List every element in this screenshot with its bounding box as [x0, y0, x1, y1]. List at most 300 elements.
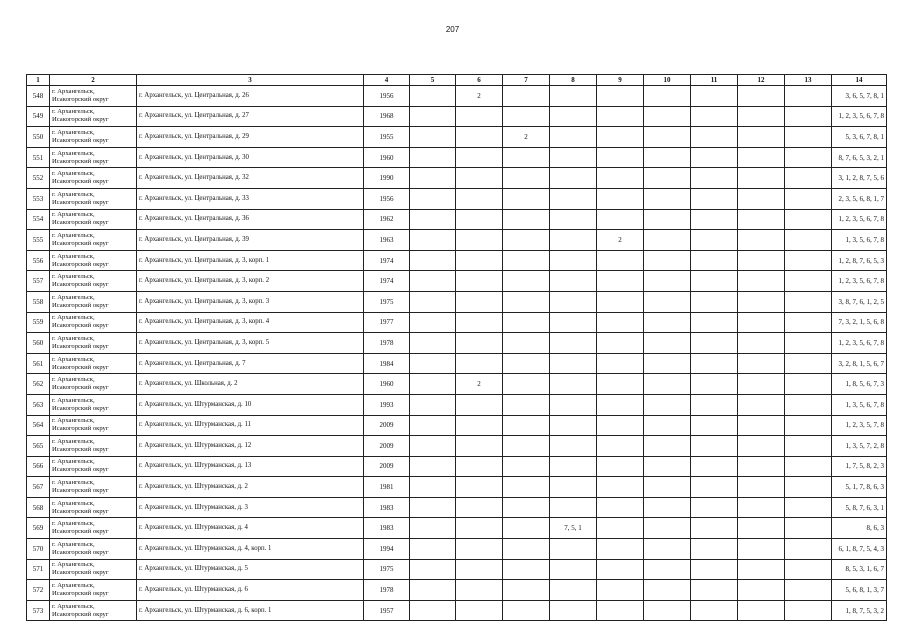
col5-cell	[410, 127, 456, 148]
col10-cell	[644, 394, 691, 415]
col8-cell	[550, 188, 597, 209]
col9-cell	[597, 497, 644, 518]
col9-cell	[597, 539, 644, 560]
col12-cell	[738, 539, 785, 560]
col13-cell	[785, 106, 832, 127]
col6-cell	[456, 353, 503, 374]
col9-cell	[597, 477, 644, 498]
col10-cell	[644, 188, 691, 209]
col11-cell	[691, 580, 738, 601]
col12-cell	[738, 559, 785, 580]
col12-cell	[738, 312, 785, 333]
year-cell: 1983	[364, 518, 410, 539]
col10-cell	[644, 559, 691, 580]
col12-cell	[738, 600, 785, 621]
col12-cell	[738, 374, 785, 395]
column-header-7: 7	[503, 75, 550, 86]
col10-cell	[644, 497, 691, 518]
work-types-cell: 1, 8, 7, 5, 3, 2	[832, 600, 887, 621]
table-row	[27, 271, 887, 292]
column-header-6: 6	[456, 75, 503, 86]
municipality-cell: г. Архангельск, Исакогорский округ	[50, 250, 137, 271]
col5-cell	[410, 456, 456, 477]
municipality-cell: г. Архангельск, Исакогорский округ	[50, 559, 137, 580]
municipality-cell: г. Архангельск, Исакогорский округ	[50, 539, 137, 560]
col13-cell	[785, 456, 832, 477]
table-row	[27, 168, 887, 189]
address-cell: г. Архангельск, ул. Штурманская, д. 6, корп. 1	[137, 600, 364, 621]
col11-cell	[691, 271, 738, 292]
year-cell: 1974	[364, 271, 410, 292]
col8-cell	[550, 291, 597, 312]
table-row	[27, 600, 887, 621]
municipality-cell: г. Архангельск, Исакогорский округ	[50, 312, 137, 333]
col5-cell	[410, 209, 456, 230]
table-row	[27, 580, 887, 601]
table-header	[27, 75, 887, 86]
column-header-2: 2	[50, 75, 137, 86]
col8-cell: 7, 5, 1	[550, 518, 597, 539]
table-row	[27, 539, 887, 560]
column-header-4: 4	[364, 75, 410, 86]
year-cell: 1977	[364, 312, 410, 333]
year-cell: 1983	[364, 497, 410, 518]
work-types-cell: 1, 3, 5, 6, 7, 8	[832, 230, 887, 251]
col8-cell	[550, 230, 597, 251]
col12-cell	[738, 580, 785, 601]
col6-cell	[456, 415, 503, 436]
year-cell: 2009	[364, 436, 410, 457]
col13-cell	[785, 580, 832, 601]
row-number: 558	[27, 291, 50, 312]
work-types-cell: 1, 2, 3, 5, 6, 7, 8	[832, 106, 887, 127]
col8-cell	[550, 312, 597, 333]
col12-cell	[738, 436, 785, 457]
col9-cell	[597, 580, 644, 601]
column-header-12: 12	[738, 75, 785, 86]
address-cell: г. Архангельск, ул. Штурманская, д. 6	[137, 580, 364, 601]
address-cell: г. Архангельск, ул. Центральная, д. 39	[137, 230, 364, 251]
col10-cell	[644, 374, 691, 395]
col7-cell	[503, 600, 550, 621]
year-cell: 1994	[364, 539, 410, 560]
work-types-cell: 5, 1, 7, 8, 6, 3	[832, 477, 887, 498]
year-cell: 1990	[364, 168, 410, 189]
col10-cell	[644, 312, 691, 333]
col11-cell	[691, 106, 738, 127]
row-number: 562	[27, 374, 50, 395]
address-cell: г. Архангельск, ул. Штурманская, д. 12	[137, 436, 364, 457]
work-types-cell: 8, 7, 6, 5, 3, 2, 1	[832, 147, 887, 168]
year-cell: 1981	[364, 477, 410, 498]
col13-cell	[785, 353, 832, 374]
work-types-cell: 1, 8, 5, 6, 7, 3	[832, 374, 887, 395]
address-cell: г. Архангельск, ул. Центральная, д. 3, корп. 4	[137, 312, 364, 333]
col10-cell	[644, 415, 691, 436]
col9-cell	[597, 147, 644, 168]
col6-cell	[456, 580, 503, 601]
col5-cell	[410, 394, 456, 415]
col5-cell	[410, 250, 456, 271]
address-cell: г. Архангельск, ул. Штурманская, д. 10	[137, 394, 364, 415]
col9-cell	[597, 312, 644, 333]
col13-cell	[785, 497, 832, 518]
row-number: 559	[27, 312, 50, 333]
col7-cell	[503, 456, 550, 477]
municipality-cell: г. Архангельск, Исакогорский округ	[50, 333, 137, 354]
municipality-cell: г. Архангельск, Исакогорский округ	[50, 374, 137, 395]
col10-cell	[644, 333, 691, 354]
col5-cell	[410, 106, 456, 127]
municipality-cell: г. Архангельск, Исакогорский округ	[50, 86, 137, 107]
municipality-cell: г. Архангельск, Исакогорский округ	[50, 271, 137, 292]
row-number: 561	[27, 353, 50, 374]
year-cell: 1968	[364, 106, 410, 127]
col10-cell	[644, 106, 691, 127]
address-cell: г. Архангельск, ул. Центральная, д. 3, корп. 2	[137, 271, 364, 292]
col7-cell	[503, 394, 550, 415]
col11-cell	[691, 230, 738, 251]
col5-cell	[410, 436, 456, 457]
municipality-cell: г. Архангельск, Исакогорский округ	[50, 456, 137, 477]
col7-cell	[503, 312, 550, 333]
row-number: 571	[27, 559, 50, 580]
col7-cell	[503, 86, 550, 107]
col6-cell: 2	[456, 86, 503, 107]
col9-cell	[597, 600, 644, 621]
column-header-13: 13	[785, 75, 832, 86]
col5-cell	[410, 271, 456, 292]
col6-cell	[456, 600, 503, 621]
col8-cell	[550, 580, 597, 601]
address-cell: г. Архангельск, ул. Центральная, д. 3, корп. 5	[137, 333, 364, 354]
address-cell: г. Архангельск, ул. Штурманская, д. 4	[137, 518, 364, 539]
header-row	[27, 75, 887, 86]
row-number: 551	[27, 147, 50, 168]
col8-cell	[550, 106, 597, 127]
col12-cell	[738, 230, 785, 251]
municipality-cell: г. Архангельск, Исакогорский округ	[50, 600, 137, 621]
col9-cell	[597, 436, 644, 457]
work-types-cell: 1, 2, 3, 5, 6, 7, 8	[832, 333, 887, 354]
col11-cell	[691, 559, 738, 580]
col11-cell	[691, 333, 738, 354]
col10-cell	[644, 271, 691, 292]
table-row	[27, 415, 887, 436]
col11-cell	[691, 86, 738, 107]
col11-cell	[691, 312, 738, 333]
address-cell: г. Архангельск, ул. Штурманская, д. 4, корп. 1	[137, 539, 364, 560]
work-types-cell: 5, 6, 8, 1, 3, 7	[832, 580, 887, 601]
col9-cell	[597, 518, 644, 539]
col5-cell	[410, 188, 456, 209]
year-cell: 1962	[364, 209, 410, 230]
column-header-9: 9	[597, 75, 644, 86]
work-types-cell: 8, 6, 3	[832, 518, 887, 539]
col5-cell	[410, 374, 456, 395]
col12-cell	[738, 271, 785, 292]
col5-cell	[410, 312, 456, 333]
col8-cell	[550, 209, 597, 230]
col6-cell	[456, 312, 503, 333]
work-types-cell: 7, 3, 2, 1, 5, 6, 8	[832, 312, 887, 333]
year-cell: 1978	[364, 580, 410, 601]
col7-cell	[503, 539, 550, 560]
row-number: 567	[27, 477, 50, 498]
table-row	[27, 188, 887, 209]
table-row	[27, 86, 887, 107]
col6-cell	[456, 188, 503, 209]
col11-cell	[691, 168, 738, 189]
col10-cell	[644, 230, 691, 251]
col10-cell	[644, 250, 691, 271]
col7-cell	[503, 333, 550, 354]
col13-cell	[785, 147, 832, 168]
row-number: 563	[27, 394, 50, 415]
col5-cell	[410, 477, 456, 498]
col9-cell	[597, 394, 644, 415]
column-header-1: 1	[27, 75, 50, 86]
row-number: 566	[27, 456, 50, 477]
col6-cell	[456, 497, 503, 518]
col7-cell	[503, 291, 550, 312]
col12-cell	[738, 353, 785, 374]
col7-cell	[503, 353, 550, 374]
address-cell: г. Архангельск, ул. Центральная, д. 3, корп. 1	[137, 250, 364, 271]
municipality-cell: г. Архангельск, Исакогорский округ	[50, 209, 137, 230]
col11-cell	[691, 394, 738, 415]
municipality-cell: г. Архангельск, Исакогорский округ	[50, 580, 137, 601]
address-cell: г. Архангельск, ул. Штурманская, д. 3	[137, 497, 364, 518]
col11-cell	[691, 291, 738, 312]
col11-cell	[691, 250, 738, 271]
work-types-cell: 1, 3, 5, 7, 2, 8	[832, 436, 887, 457]
col10-cell	[644, 353, 691, 374]
col9-cell	[597, 250, 644, 271]
col8-cell	[550, 415, 597, 436]
municipality-cell: г. Архангельск, Исакогорский округ	[50, 518, 137, 539]
col12-cell	[738, 106, 785, 127]
col12-cell	[738, 333, 785, 354]
row-number: 560	[27, 333, 50, 354]
col9-cell	[597, 168, 644, 189]
col9-cell	[597, 374, 644, 395]
work-types-cell: 5, 8, 7, 6, 3, 1	[832, 497, 887, 518]
year-cell: 1957	[364, 600, 410, 621]
work-types-cell: 2, 3, 5, 6, 8, 1, 7	[832, 188, 887, 209]
col13-cell	[785, 559, 832, 580]
col12-cell	[738, 209, 785, 230]
row-number: 569	[27, 518, 50, 539]
work-types-cell: 3, 8, 7, 6, 1, 2, 5	[832, 291, 887, 312]
col9-cell	[597, 188, 644, 209]
year-cell: 1975	[364, 291, 410, 312]
col10-cell	[644, 168, 691, 189]
col8-cell	[550, 394, 597, 415]
col9-cell	[597, 209, 644, 230]
row-number: 572	[27, 580, 50, 601]
col5-cell	[410, 497, 456, 518]
col6-cell	[456, 209, 503, 230]
row-number: 555	[27, 230, 50, 251]
column-header-8: 8	[550, 75, 597, 86]
table-body	[27, 86, 887, 621]
municipality-cell: г. Архангельск, Исакогорский округ	[50, 147, 137, 168]
col5-cell	[410, 147, 456, 168]
address-cell: г. Архангельск, ул. Штурманская, д. 13	[137, 456, 364, 477]
col6-cell	[456, 559, 503, 580]
row-number: 554	[27, 209, 50, 230]
municipality-cell: г. Архангельск, Исакогорский округ	[50, 230, 137, 251]
col6-cell	[456, 250, 503, 271]
table-row	[27, 353, 887, 374]
col9-cell: 2	[597, 230, 644, 251]
col10-cell	[644, 456, 691, 477]
column-header-14: 14	[832, 75, 887, 86]
col11-cell	[691, 209, 738, 230]
col5-cell	[410, 539, 456, 560]
work-types-cell: 3, 6, 5, 7, 8, 1	[832, 86, 887, 107]
col9-cell	[597, 333, 644, 354]
col8-cell	[550, 539, 597, 560]
col13-cell	[785, 291, 832, 312]
municipality-cell: г. Архангельск, Исакогорский округ	[50, 127, 137, 148]
col11-cell	[691, 600, 738, 621]
row-number: 552	[27, 168, 50, 189]
col13-cell	[785, 250, 832, 271]
col12-cell	[738, 188, 785, 209]
municipality-cell: г. Архангельск, Исакогорский округ	[50, 291, 137, 312]
table-row	[27, 291, 887, 312]
col7-cell	[503, 477, 550, 498]
address-cell: г. Архангельск, ул. Центральная, д. 36	[137, 209, 364, 230]
col8-cell	[550, 497, 597, 518]
col6-cell	[456, 106, 503, 127]
work-types-cell: 1, 3, 5, 6, 7, 8	[832, 394, 887, 415]
year-cell: 1978	[364, 333, 410, 354]
col10-cell	[644, 518, 691, 539]
row-number: 557	[27, 271, 50, 292]
work-types-cell: 1, 7, 5, 8, 2, 3	[832, 456, 887, 477]
col12-cell	[738, 168, 785, 189]
col13-cell	[785, 436, 832, 457]
table-row	[27, 127, 887, 148]
col9-cell	[597, 559, 644, 580]
col7-cell	[503, 106, 550, 127]
col11-cell	[691, 127, 738, 148]
col6-cell	[456, 518, 503, 539]
col8-cell	[550, 477, 597, 498]
municipality-cell: г. Архангельск, Исакогорский округ	[50, 353, 137, 374]
page-number: 207	[445, 25, 460, 34]
col12-cell	[738, 415, 785, 436]
col13-cell	[785, 477, 832, 498]
address-cell: г. Архангельск, ул. Школьная, д. 2	[137, 374, 364, 395]
year-cell: 1975	[364, 559, 410, 580]
address-cell: г. Архангельск, ул. Центральная, д. 7	[137, 353, 364, 374]
col9-cell	[597, 86, 644, 107]
col5-cell	[410, 580, 456, 601]
col7-cell	[503, 230, 550, 251]
address-cell: г. Архангельск, ул. Штурманская, д. 2	[137, 477, 364, 498]
col13-cell	[785, 86, 832, 107]
address-cell: г. Архангельск, ул. Центральная, д. 29	[137, 127, 364, 148]
row-number: 553	[27, 188, 50, 209]
col11-cell	[691, 477, 738, 498]
work-types-cell: 1, 2, 3, 5, 7, 8	[832, 415, 887, 436]
col9-cell	[597, 353, 644, 374]
year-cell: 1956	[364, 86, 410, 107]
address-cell: г. Архангельск, ул. Центральная, д. 30	[137, 147, 364, 168]
table-row	[27, 147, 887, 168]
col9-cell	[597, 127, 644, 148]
col11-cell	[691, 518, 738, 539]
col12-cell	[738, 518, 785, 539]
municipality-cell: г. Архангельск, Исакогорский округ	[50, 394, 137, 415]
col6-cell	[456, 436, 503, 457]
col8-cell	[550, 600, 597, 621]
column-header-10: 10	[644, 75, 691, 86]
col10-cell	[644, 209, 691, 230]
col8-cell	[550, 147, 597, 168]
address-cell: г. Архангельск, ул. Центральная, д. 3, корп. 3	[137, 291, 364, 312]
col5-cell	[410, 230, 456, 251]
col13-cell	[785, 127, 832, 148]
address-cell: г. Архангельск, ул. Штурманская, д. 11	[137, 415, 364, 436]
municipality-cell: г. Архангельск, Исакогорский округ	[50, 477, 137, 498]
table-row	[27, 250, 887, 271]
col12-cell	[738, 394, 785, 415]
work-types-cell: 1, 2, 3, 5, 6, 7, 8	[832, 209, 887, 230]
municipality-cell: г. Архангельск, Исакогорский округ	[50, 188, 137, 209]
table-row	[27, 518, 887, 539]
col12-cell	[738, 477, 785, 498]
col7-cell: 2	[503, 127, 550, 148]
row-number: 565	[27, 436, 50, 457]
col13-cell	[785, 600, 832, 621]
column-header-11: 11	[691, 75, 738, 86]
col13-cell	[785, 188, 832, 209]
col11-cell	[691, 436, 738, 457]
col6-cell	[456, 539, 503, 560]
table-row	[27, 497, 887, 518]
col10-cell	[644, 539, 691, 560]
col8-cell	[550, 250, 597, 271]
table-row	[27, 209, 887, 230]
work-types-cell: 3, 1, 2, 8, 7, 5, 6	[832, 168, 887, 189]
table-row	[27, 436, 887, 457]
col9-cell	[597, 415, 644, 436]
col7-cell	[503, 374, 550, 395]
col7-cell	[503, 580, 550, 601]
col10-cell	[644, 436, 691, 457]
col9-cell	[597, 456, 644, 477]
municipality-cell: г. Архангельск, Исакогорский округ	[50, 106, 137, 127]
table-row	[27, 477, 887, 498]
table-row	[27, 456, 887, 477]
column-header-5: 5	[410, 75, 456, 86]
col8-cell	[550, 86, 597, 107]
row-number: 573	[27, 600, 50, 621]
work-types-cell: 5, 3, 6, 7, 8, 1	[832, 127, 887, 148]
row-number: 556	[27, 250, 50, 271]
col5-cell	[410, 415, 456, 436]
col13-cell	[785, 333, 832, 354]
col12-cell	[738, 127, 785, 148]
municipality-cell: г. Архангельск, Исакогорский округ	[50, 168, 137, 189]
col6-cell	[456, 168, 503, 189]
table-row	[27, 559, 887, 580]
